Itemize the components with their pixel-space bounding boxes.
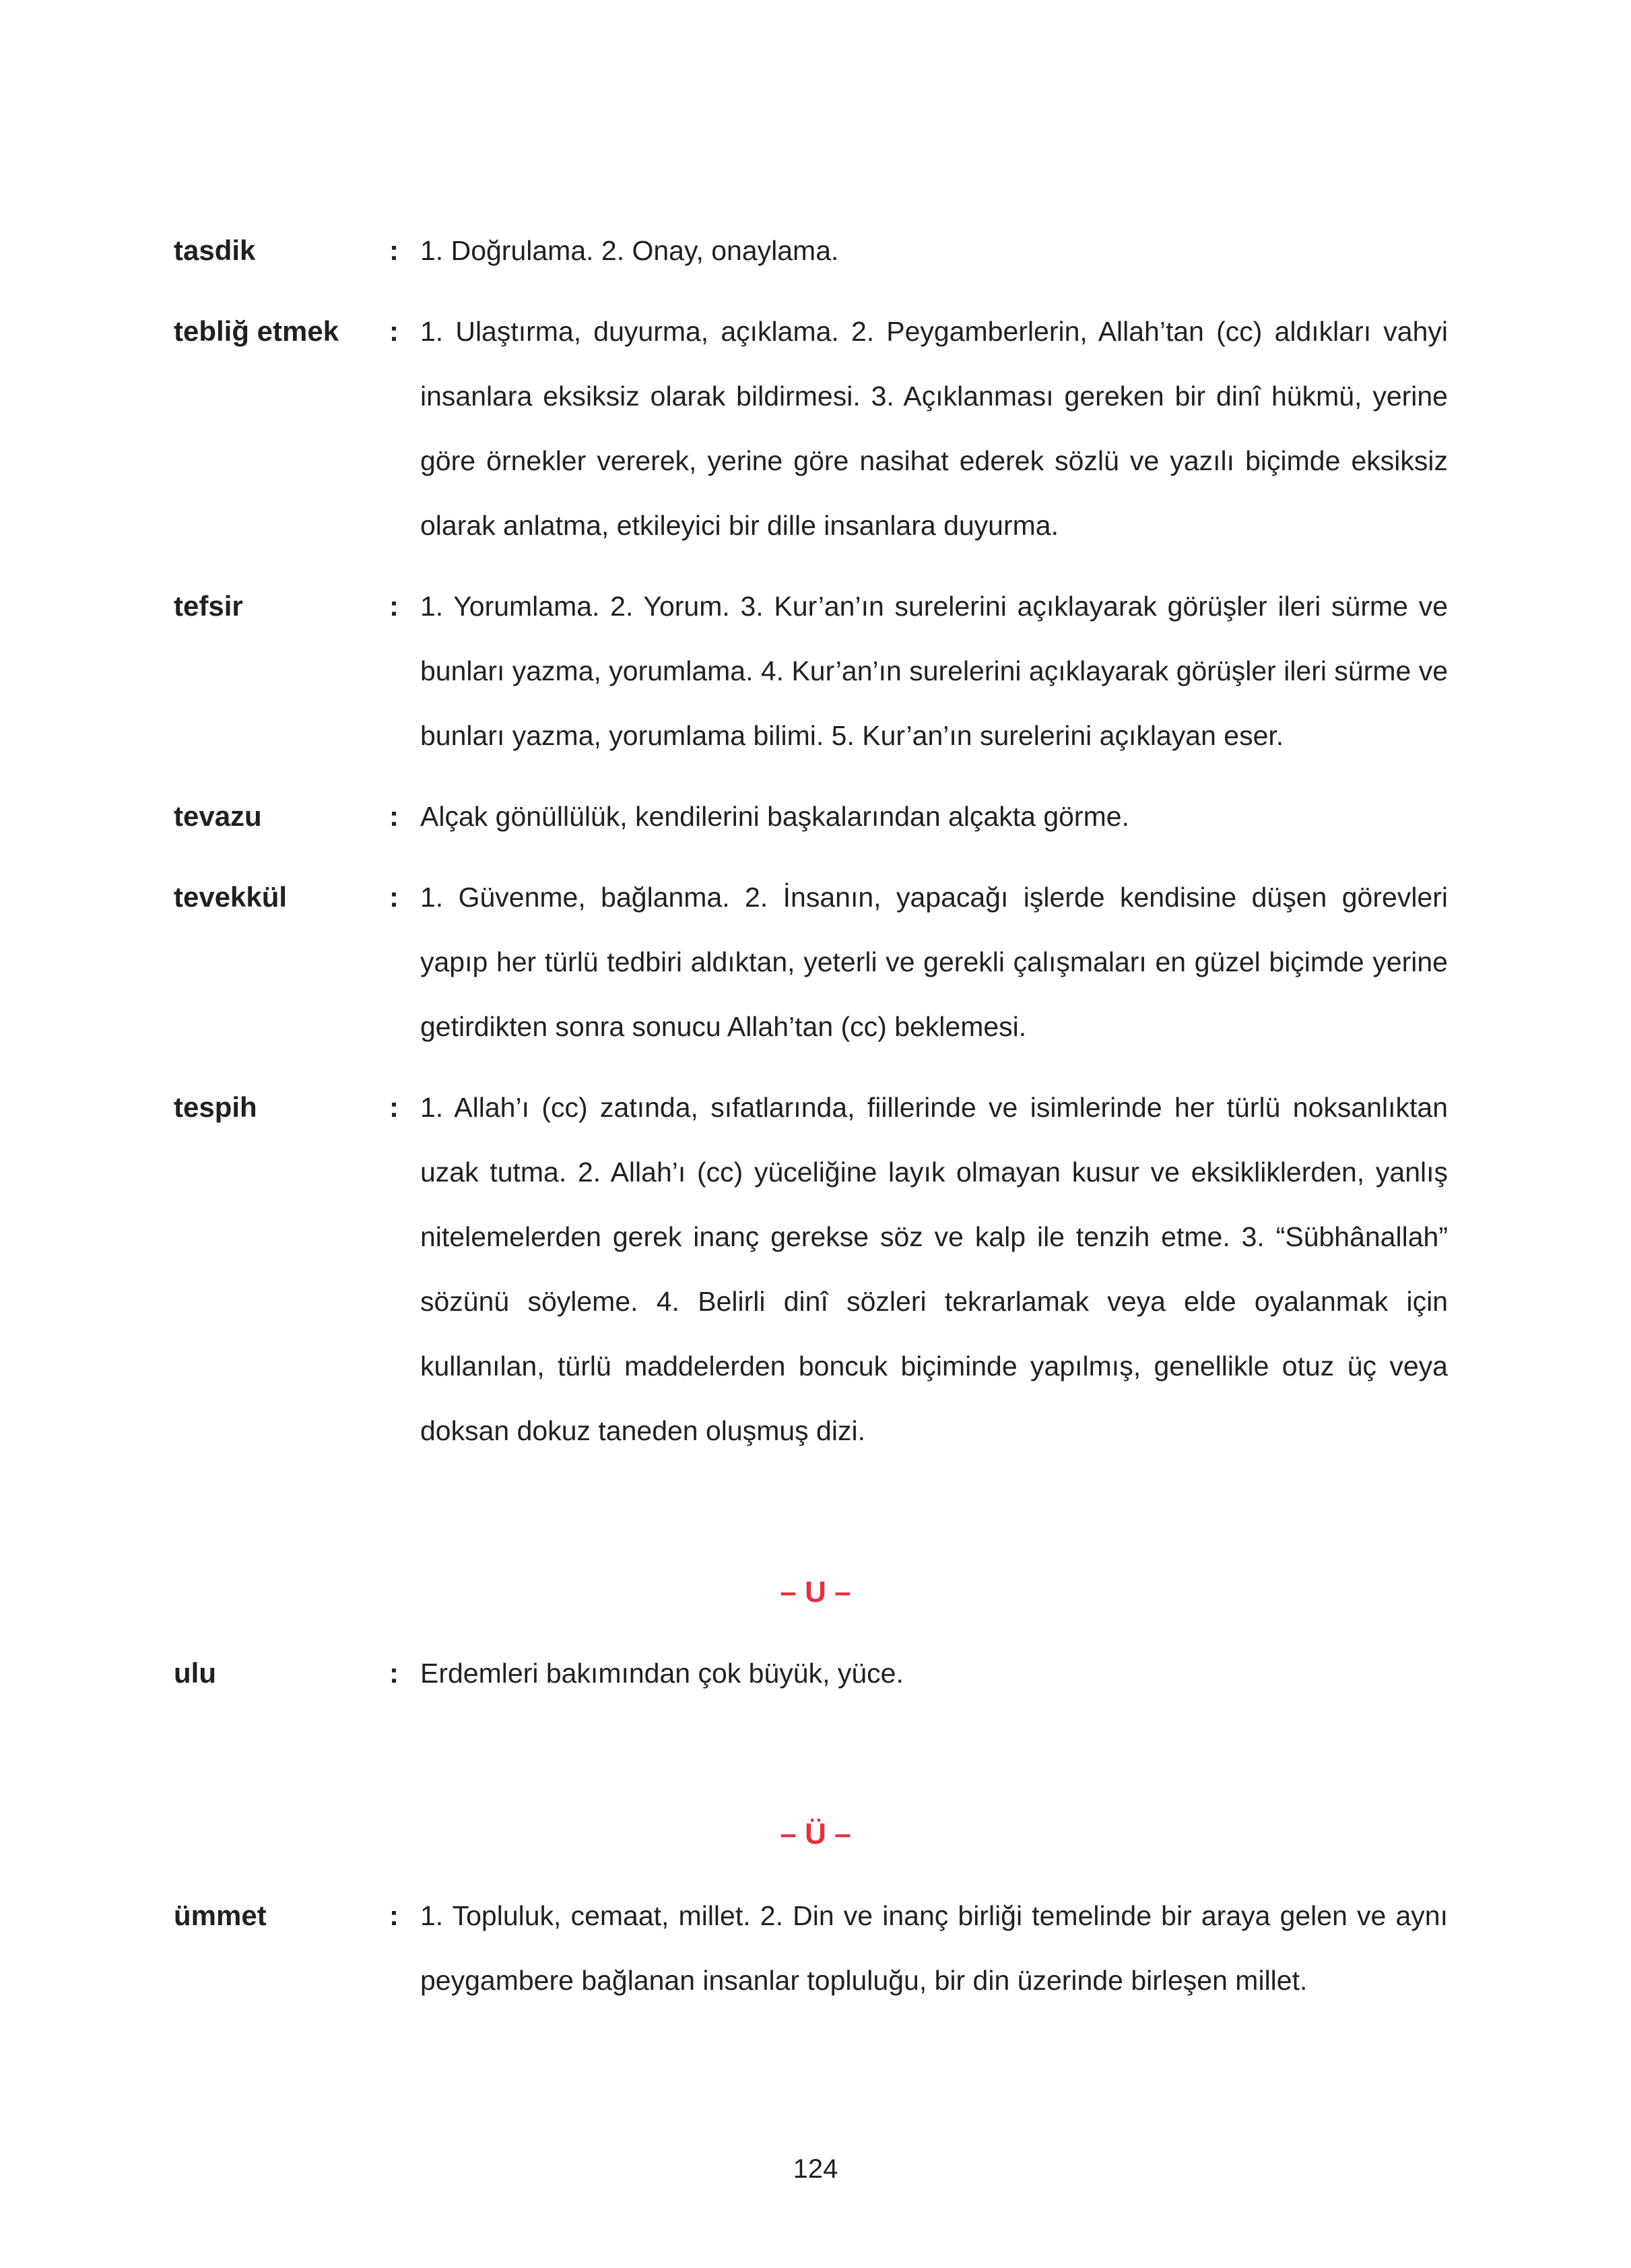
- entry-term: tebliğ etmek: [174, 315, 339, 347]
- entry-definition: 1. Allah’ı (cc) zatında, sıfatlarında, fiillerinde ve isimlerinde her türlü noksanlıktan uzak tutma. 2. Allah’ı (cc) yüceliğine layık olmayan kusur ve eksikliklerden, yanlış nitelemelerden gerek inanç gerekse söz ve kalp ile tenzih etme. 3. “Sübhânallah” sözünü söyleme. 4. Belirli dinî sözleri tekrarlamak veya elde oyalanmak için kullanılan, türlü maddelerden boncuk biçiminde yapılmış, genellikle otuz üç veya doksan dokuz taneden oluşmuş dizi.: [420, 1092, 1448, 1446]
- entry-colon: :: [389, 881, 399, 913]
- section-heading-uu: – Ü –: [780, 1817, 851, 1850]
- entry-term: tevekkül: [174, 881, 288, 913]
- entry-term: tasdik: [174, 234, 256, 266]
- entry-term: ümmet: [174, 1900, 267, 1931]
- entry-term: ulu: [174, 1657, 216, 1689]
- page-number: 124: [793, 2154, 838, 2184]
- entry-colon: :: [389, 1900, 399, 1931]
- entry-colon: :: [389, 800, 399, 832]
- entry-colon: :: [389, 234, 399, 266]
- entry-colon: :: [389, 315, 399, 347]
- entry-term: tespih: [174, 1091, 257, 1123]
- entry-definition: Erdemleri bakımından çok büyük, yüce.: [420, 1658, 904, 1689]
- entry-definition: 1. Topluluk, cemaat, millet. 2. Din ve inanç birliği temelinde bir araya gelen ve aynı peygambere bağlanan insanlar topluluğu, bir din üzerinde birleşen millet.: [420, 1900, 1448, 1996]
- entry-definition: 1. Doğrulama. 2. Onay, onaylama.: [420, 235, 839, 266]
- entry-definition: 1. Güvenme, bağlanma. 2. İnsanın, yapacağı işlerde kendisine düşen görevleri yapıp her türlü tedbiri aldıktan, yeterli ve gerekli çalışmaları en güzel biçimde yerine getirdikten sonra sonucu Allah’tan (cc) beklemesi.: [420, 882, 1448, 1042]
- section-heading-u: – U –: [780, 1576, 851, 1609]
- entry-colon: :: [389, 590, 399, 622]
- entry-term: tefsir: [174, 590, 243, 622]
- entry-colon: :: [389, 1091, 399, 1123]
- entry-colon: :: [389, 1657, 399, 1689]
- entry-definition: Alçak gönüllülük, kendilerini başkalarından alçakta görme.: [420, 801, 1129, 832]
- entry-definition: 1. Yorumlama. 2. Yorum. 3. Kur’an’ın surelerini açıklayarak görüşler ileri sürme ve bunları yazma, yorumlama. 4. Kur’an’ın surelerini açıklayarak görüşler ileri sürme ve bunları yazma, yorumlama bilimi. 5. Kur’an’ın surelerini açıklayan eser.: [420, 591, 1448, 751]
- entry-definition: 1. Ulaştırma, duyurma, açıklama. 2. Peygamberlerin, Allah’tan (cc) aldıkları vahyi insanlara eksiksiz olarak bildirmesi. 3. Açıklanması gereken bir dinî hükmü, yerine göre örnekler vererek, yerine göre nasihat ederek sözlü ve yazılı biçimde eksiksiz olarak anlatma, etkileyici bir dille insanlara duyurma.: [420, 316, 1448, 541]
- entry-term: tevazu: [174, 800, 262, 832]
